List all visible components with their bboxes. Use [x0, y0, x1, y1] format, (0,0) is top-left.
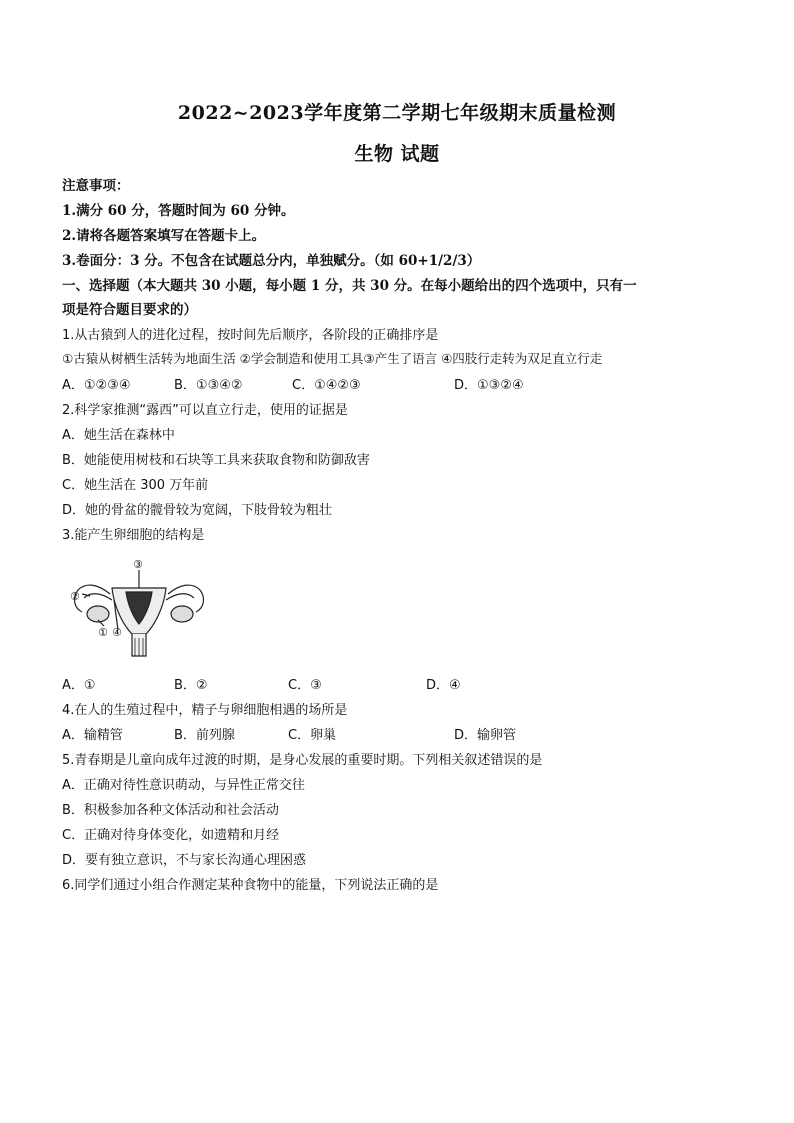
- option-b[interactable]: B．②: [174, 678, 208, 693]
- figure-label-2: ②: [70, 590, 80, 603]
- section-heading: 一、选择题（本大题共 30 小题，每小题 1 分，共 30 分。在每小题给出的四个选项中，只有一: [62, 278, 637, 294]
- question-5-stem: 5.青春期是儿童向成年过渡的时期，是身心发展的重要时期。下列相关叙述错误的是: [62, 753, 543, 768]
- note-item: 1.满分 60 分，答题时间为 60 分钟。: [62, 203, 295, 219]
- option-c[interactable]: C．卵巢: [288, 728, 337, 743]
- option-a[interactable]: A．①: [62, 678, 96, 693]
- question-6-stem: 6.同学们通过小组合作测定某种食物中的能量，下列说法正确的是: [62, 878, 439, 893]
- question-2-option-c[interactable]: C．她生活在 300 万年前: [62, 478, 209, 493]
- option-d[interactable]: D．④: [426, 678, 461, 693]
- option-b[interactable]: B．前列腺: [174, 728, 235, 743]
- question-5-option-b[interactable]: B．积极参加各种文体活动和社会活动: [62, 803, 279, 818]
- option-a[interactable]: A．①②③④: [62, 378, 131, 393]
- question-4-stem: 4.在人的生殖过程中，精子与卵细胞相遇的场所是: [62, 703, 348, 718]
- question-1-stem: 1.从古猿到人的进化过程，按时间先后顺序，各阶段的正确排序是: [62, 328, 439, 343]
- question-3-stem: 3.能产生卵细胞的结构是: [62, 528, 205, 543]
- question-2-option-a[interactable]: A．她生活在森林中: [62, 428, 175, 443]
- question-2-option-b[interactable]: B．她能使用树枝和石块等工具来获取食物和防御敌害: [62, 453, 370, 468]
- option-b[interactable]: B．①③④②: [174, 378, 243, 393]
- option-c[interactable]: C．③: [288, 678, 322, 693]
- section-heading-cont: 项是符合题目要求的）: [62, 302, 197, 318]
- notes-heading: 注意事项：: [62, 178, 130, 194]
- option-d[interactable]: D．输卵管: [454, 728, 517, 743]
- figure-label-1: ①: [98, 626, 108, 639]
- question-1-statements: ①古猿从树栖生活转为地面生活 ②学会制造和使用工具③产生了语言 ④四肢行走转为双足直立行走: [62, 351, 603, 366]
- note-item: 2.请将各题答案填写在答题卡上。: [62, 228, 266, 244]
- figure-label-4: ④: [112, 626, 122, 639]
- question-5-option-a[interactable]: A．正确对待性意识萌动，与异性正常交往: [62, 778, 305, 793]
- question-5-option-d[interactable]: D．要有独立意识，不与家长沟通心理困惑: [62, 853, 307, 868]
- option-d[interactable]: D．①③②④: [454, 378, 524, 393]
- exam-title: 2022~2023学年度第二学期七年级期末质量检测: [177, 102, 617, 124]
- female-reproductive-system-figure: [68, 556, 218, 664]
- exam-subtitle: 生物 试题: [354, 143, 440, 165]
- figure-label-3: ③: [133, 558, 143, 571]
- question-5-option-c[interactable]: C．正确对待身体变化，如遗精和月经: [62, 828, 280, 843]
- option-c[interactable]: C．①④②③: [292, 378, 361, 393]
- question-2-option-d[interactable]: D．她的骨盆的髋骨较为宽阔，下肢骨较为粗壮: [62, 503, 333, 518]
- note-item: 3.卷面分：3 分。不包含在试题总分内，单独赋分。（如 60+1/2/3）: [62, 253, 481, 269]
- question-2-stem: 2.科学家推测“露西”可以直立行走，使用的证据是: [62, 403, 348, 418]
- option-a[interactable]: A．输精管: [62, 728, 123, 743]
